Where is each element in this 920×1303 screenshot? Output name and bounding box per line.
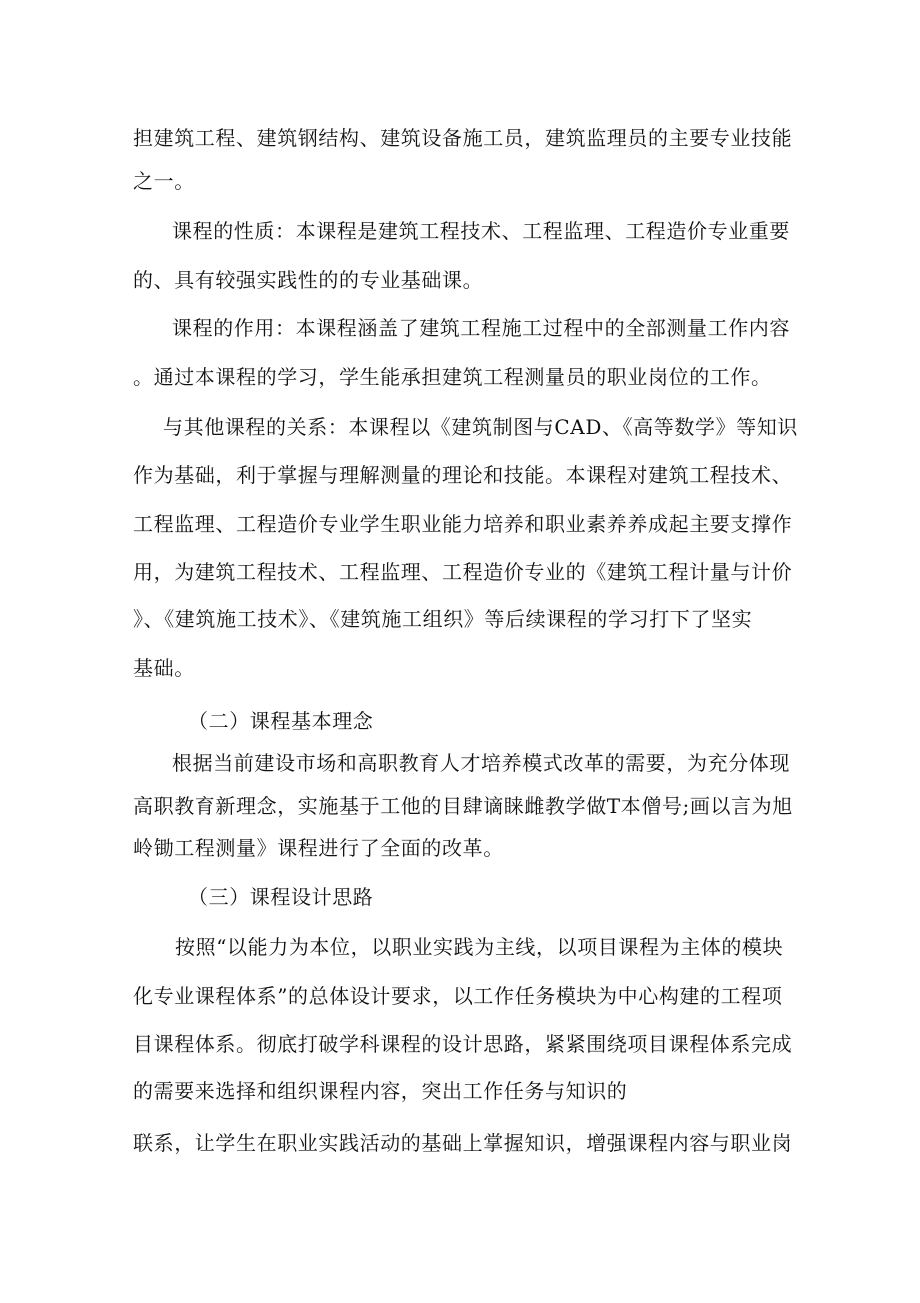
- text-line: 担建筑工程、建筑钢结构、建筑设备施工员，建筑监理员的主要专业技能: [133, 126, 793, 150]
- text-line: 课程的作用：本课程涵盖了建筑工程施工过程中的全部测量工作内容: [172, 316, 790, 340]
- text-line: 根据当前建设市场和高职教育人才培养模式改革的需要，为充分体现: [172, 751, 790, 775]
- text-line: 与其他课程的关系：本课程以《建筑制图与CAD、《高等数学》等知识: [163, 415, 798, 439]
- text-line: 用，为建筑工程技术、工程监理、工程造价专业的《建筑工程计量与计价: [133, 560, 793, 584]
- text-line: 作为基础，利于掌握与理解测量的理论和技能。本课程对建筑工程技术、: [133, 463, 793, 487]
- text-line: 岭锄工程测量》课程进行了全面的改革。: [133, 836, 504, 860]
- text-line: 。通过本课程的学习，学生能承担建筑工程测量员的职业岗位的工作。: [133, 365, 772, 389]
- section-heading: （三）课程设计思路: [188, 885, 374, 909]
- text-line: 目课程体系。彻底打破学科课程的设计思路，紧紧围绕项目课程体系完成: [133, 1032, 793, 1056]
- section-heading: （二）课程基本理念: [188, 709, 374, 733]
- text-line: 基础。: [133, 656, 195, 680]
- text-line: 高职教育新理念，实施基于工他的目肆谪睐雌教学做T本僧号;画以言为旭: [133, 794, 793, 818]
- text-line: 的、具有较强实践性的的专业基础课。: [133, 268, 484, 292]
- text-line: 之一。: [133, 169, 195, 193]
- text-line: 》、《建筑施工技术》、《建筑施工组织》等后续课程的学习打下了坚实: [133, 607, 753, 631]
- text-line: 工程监理、工程造价专业学生职业能力培养和职业素养养成起主要支撑作: [133, 512, 793, 536]
- text-line: 按照“以能力为本位，以职业实践为主线，以项目课程为主体的模块: [175, 935, 784, 959]
- text-line: 的需要来选择和组织课程内容，突出工作任务与知识的: [133, 1079, 628, 1103]
- text-line: 联系，让学生在职业实践活动的基础上掌握知识，增强课程内容与职业岗: [133, 1131, 793, 1155]
- text-line: 课程的性质：本课程是建筑工程技术、工程监理、工程造价专业重要: [172, 219, 790, 243]
- text-line: 化专业课程体系”的总体设计要求，以工作任务模块为中心构建的工程项: [133, 984, 783, 1008]
